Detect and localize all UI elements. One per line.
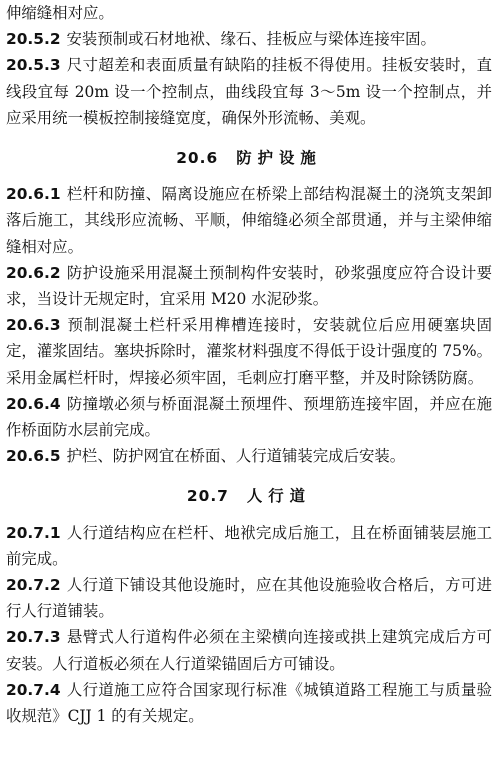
clause-number: 20.5.3 — [6, 56, 61, 75]
clause-text: 安装预制或石材地袱、缘石、挂板应与梁体连接牢固。 — [66, 30, 436, 49]
section-name: 防护设施 — [236, 149, 322, 168]
clause-20-6-5 — [6, 443, 492, 469]
clause-20-7-1 — [6, 520, 492, 572]
section-heading-20-6 — [6, 145, 492, 171]
clause-20-7-4 — [6, 677, 492, 729]
section-name: 人行道 — [246, 487, 312, 506]
clause-text: 悬臂式人行道构件必须在主梁横向连接或拱上建筑完成后方可安装。人行道板必须在人行道梁锚固后方可铺设。 — [6, 628, 492, 673]
clause-number: 20.7.2 — [6, 576, 61, 595]
clause-number: 20.7.1 — [6, 523, 61, 542]
clause-number: 20.6.4 — [6, 394, 61, 413]
clause-number: 20.6.3 — [6, 316, 61, 335]
clause-text: 人行道下铺设其他设施时，应在其他设施验收合格后，方可进行人行道铺装。 — [6, 576, 492, 621]
section-number: 20.7 — [186, 487, 229, 506]
clause-number: 20.6.2 — [6, 263, 61, 282]
clause-text: 尺寸超差和表面质量有缺陷的挂板不得使用。挂板安装时，直线段宜每 20m 设一个控制点，曲线段宜每 3～5m 设一个控制点，并应采用统一模板控制接缝宽度，确保外形流畅、美观。 — [6, 56, 492, 127]
paragraph-continuation — [6, 0, 492, 26]
clause-number: 20.6.5 — [6, 447, 61, 466]
clause-20-5-3 — [6, 52, 492, 131]
clause-20-6-3 — [6, 312, 492, 391]
clause-20-6-2 — [6, 260, 492, 312]
clause-20-6-1 — [6, 181, 492, 260]
clause-20-7-3 — [6, 624, 492, 676]
clause-number: 20.6.1 — [6, 185, 61, 204]
clause-number: 20.7.4 — [6, 680, 61, 699]
clause-20-7-2 — [6, 572, 492, 624]
clause-text: 人行道施工应符合国家现行标准《城镇道路工程施工与质量验收规范》CJJ 1 的有关规定。 — [6, 680, 492, 726]
clause-text: 防护设施采用混凝土预制构件安装时，砂浆强度应符合设计要求，当设计无规定时，宜采用 M20 水泥砂浆。 — [6, 263, 492, 309]
clause-text: 人行道结构应在栏杆、地袱完成后施工，且在桥面铺装层施工前完成。 — [6, 523, 492, 568]
clause-text: 栏杆和防撞、隔离设施应在桥梁上部结构混凝土的浇筑支架卸落后施工，其线形应流畅、平顺，伸缩缝必须全部贯通，并与主梁伸缩缝相对应。 — [6, 185, 492, 256]
clause-20-6-4 — [6, 391, 492, 443]
clause-text: 防撞墩必须与桥面混凝土预埋件、预埋筋连接牢固，并应在施作桥面防水层前完成。 — [6, 394, 492, 440]
clause-text: 护栏、防护网宜在桥面、人行道铺装完成后安装。 — [66, 447, 406, 466]
clause-number: 20.7.3 — [6, 628, 61, 647]
section-heading-20-7 — [6, 483, 492, 509]
paragraph-text: 伸缩缝相对应。 — [6, 4, 114, 22]
clause-20-5-2 — [6, 26, 492, 52]
clause-text: 预制混凝土栏杆采用榫槽连接时，安装就位后应用硬塞块固定，灌浆固结。塞块拆除时，灌浆材料强度不得低于设计强度的 75%。采用金属栏杆时，焊接必须牢固，毛刺应打磨平整，并及时除锈防腐。 — [6, 316, 492, 387]
section-number: 20.6 — [176, 149, 219, 168]
clause-number: 20.5.2 — [6, 30, 61, 49]
